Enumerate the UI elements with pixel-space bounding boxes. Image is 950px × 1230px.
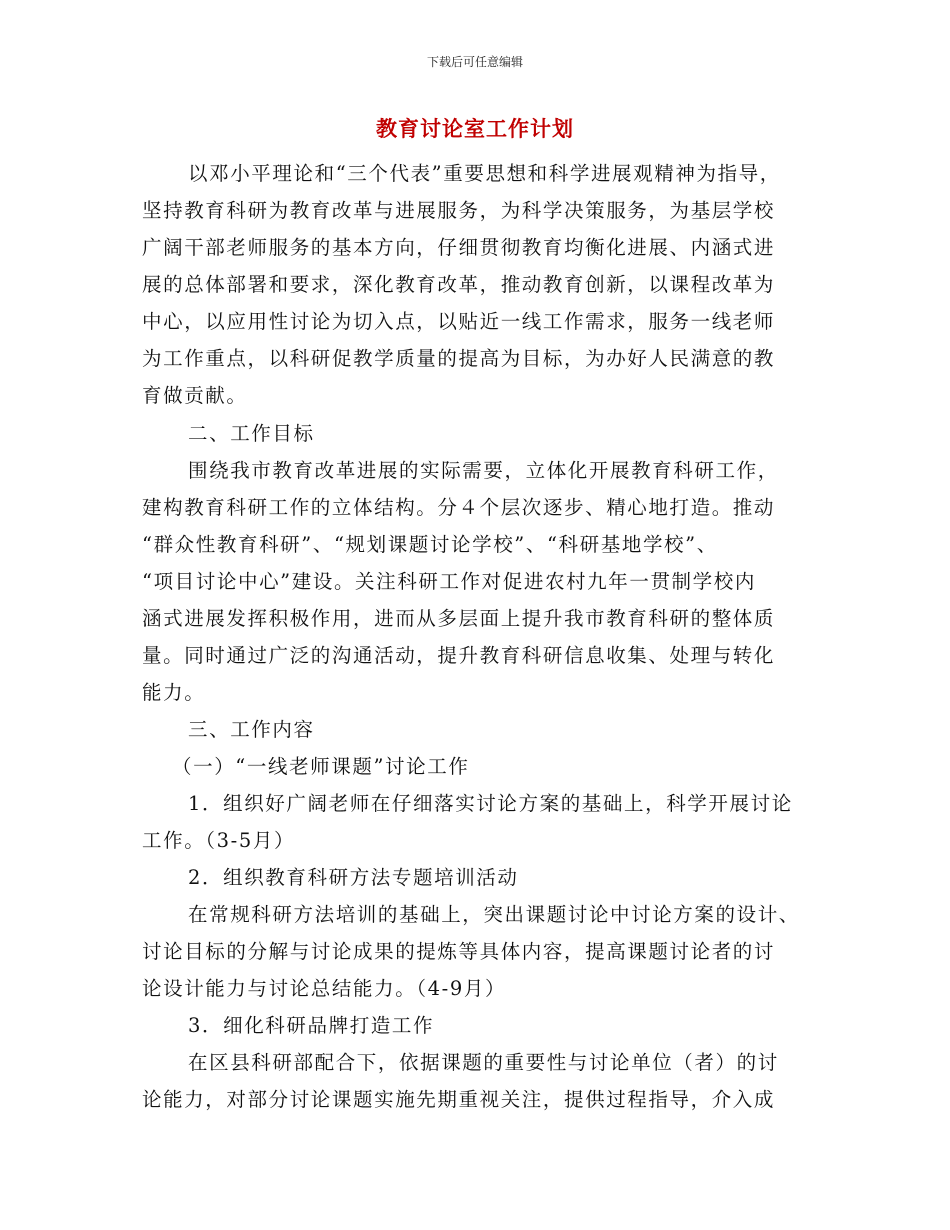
- paragraph-line: 涵式进展发挥积极作用，进而从多层面上提升我市教育科研的整体质: [142, 607, 776, 630]
- list-item: 1．组织好广阔老师在仔细落实讨论方案的基础上，科学开展讨论: [188, 792, 793, 815]
- page-header: 下载后可任意编辑: [426, 55, 523, 69]
- paragraph-line: 工作。（3-5月）: [142, 829, 296, 852]
- paragraph-line: 以邓小平理论和“三个代表”重要思想和科学进展观精神为指导，: [188, 162, 781, 185]
- paragraph-line: 围绕我市教育改革进展的实际需要，立体化开展教育科研工作，: [188, 459, 779, 482]
- list-item: 2．组织教育科研方法专题培训活动: [188, 866, 519, 889]
- paragraph-line: “群众性教育科研”、“规划课题讨论学校”、“科研基地学校”、: [142, 533, 718, 556]
- section-heading: 三、工作内容: [188, 718, 315, 741]
- paragraph-line: 在区县科研部配合下，依据课题的重要性与讨论单位（者）的讨: [188, 1051, 779, 1074]
- paragraph-line: 在常规科研方法培训的基础上，突出课题讨论中讨论方案的设计、: [188, 903, 800, 926]
- paragraph-line: 坚持教育科研为教育改革与进展服务，为科学决策服务，为基层学校: [142, 199, 776, 222]
- paragraph-line: 中心，以应用性讨论为切入点，以贴近一线工作需求，服务一线老师: [142, 310, 776, 333]
- paragraph-line: 育做贡献。: [142, 384, 248, 407]
- section-heading: 二、工作目标: [188, 422, 315, 445]
- paragraph-line: 论设计能力与讨论总结能力。（4-9月）: [142, 977, 507, 1000]
- paragraph-line: 能力。: [142, 681, 206, 704]
- paragraph-line: 广阔干部老师服务的基本方向，仔细贯彻教育均衡化进展、内涵式进: [142, 236, 776, 259]
- paragraph-line: 展的总体部署和要求，深化教育改革，推动教育创新，以课程改革为: [142, 273, 776, 296]
- subsection-heading: （一）“一线老师课题”讨论工作: [172, 755, 470, 778]
- paragraph-line: 建构教育科研工作的立体结构。分４个层次逐步、精心地打造。推动: [142, 496, 776, 519]
- paragraph-line: 讨论目标的分解与讨论成果的提炼等具体内容，提高课题讨论者的讨: [142, 940, 776, 963]
- paragraph-line: 为工作重点，以科研促教学质量的提高为目标，为办好人民满意的教: [142, 347, 776, 370]
- paragraph-line: 论能力，对部分讨论课题实施先期重视关注，提供过程指导，介入成: [142, 1088, 776, 1111]
- document-title: 教育讨论室工作计划: [376, 117, 574, 141]
- paragraph-line: “项目讨论中心”建设。关注科研工作对促进农村九年一贯制学校内: [142, 570, 756, 593]
- list-item: 3．细化科研品牌打造工作: [188, 1014, 435, 1037]
- paragraph-line: 量。同时通过广泛的沟通活动，提升教育科研信息收集、处理与转化: [142, 644, 776, 667]
